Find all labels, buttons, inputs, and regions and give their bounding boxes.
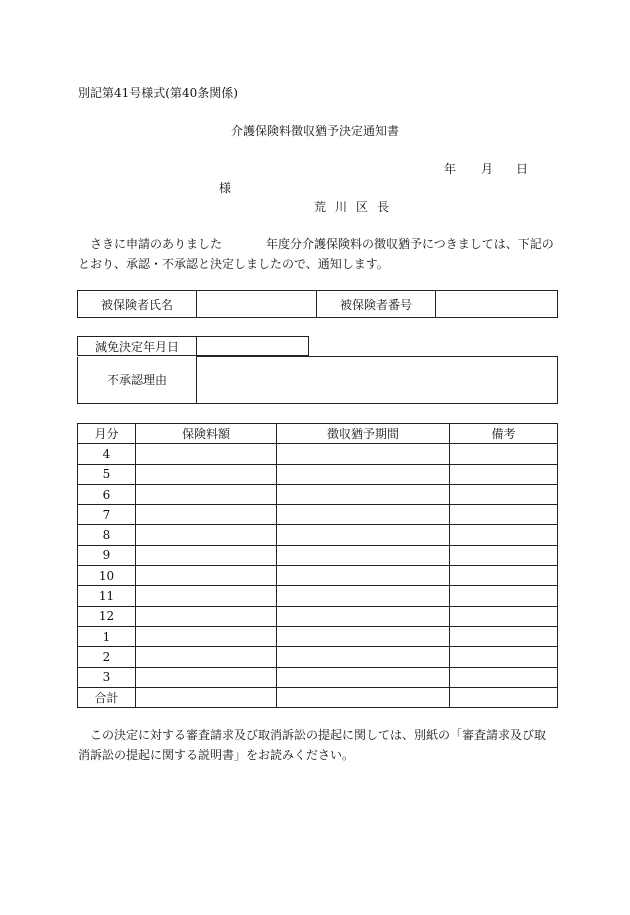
row-label-month-1: 1	[78, 626, 136, 646]
issuer-name: 荒川区長	[314, 200, 399, 214]
row-label-month-12: 12	[78, 606, 136, 626]
insured-info-table	[77, 290, 558, 318]
deferral-period-cell[interactable]	[277, 606, 450, 626]
row-label-month-10: 10	[78, 566, 136, 586]
remarks-cell[interactable]	[450, 545, 558, 565]
table-row	[78, 545, 558, 565]
table-row	[78, 505, 558, 525]
header-month: 月分	[78, 424, 136, 444]
row-label-month-5: 5	[78, 464, 136, 484]
deferral-period-cell[interactable]	[277, 484, 450, 504]
insured-number-value[interactable]	[436, 291, 558, 318]
insured-name-value[interactable]	[197, 291, 317, 318]
row-label-month-9: 9	[78, 545, 136, 565]
decision-date-value[interactable]	[197, 337, 309, 356]
table-row	[78, 566, 558, 586]
table-row	[78, 606, 558, 626]
table-row	[78, 444, 558, 464]
deferral-period-cell[interactable]	[277, 647, 450, 667]
remarks-cell[interactable]	[450, 525, 558, 545]
premium-amount-cell[interactable]	[136, 484, 277, 504]
form-number: 別記第41号様式(第40条関係)	[78, 86, 238, 100]
header-deferral-period: 徴収猶予期間	[277, 424, 450, 444]
deferral-period-cell[interactable]	[277, 586, 450, 606]
deferral-schedule-table	[77, 423, 558, 708]
row-label-month-2: 2	[78, 647, 136, 667]
table-row	[78, 687, 558, 707]
table-row	[78, 586, 558, 606]
date-year-label: 年	[444, 162, 457, 176]
remarks-cell[interactable]	[450, 566, 558, 586]
premium-amount-cell[interactable]	[136, 545, 277, 565]
row-label-total: 合計	[78, 687, 136, 707]
intro-part1: さきに申請のありました	[90, 237, 223, 251]
rejection-reason-value[interactable]	[197, 357, 558, 404]
document-title: 介護保険料徴収猶予決定通知書	[231, 124, 400, 138]
date-day-label: 日	[516, 162, 529, 176]
remarks-cell[interactable]	[450, 464, 558, 484]
date-month-label: 月	[481, 162, 494, 176]
row-label-month-11: 11	[78, 586, 136, 606]
premium-amount-cell[interactable]	[136, 647, 277, 667]
table-row	[78, 647, 558, 667]
addressee-suffix: 様	[219, 181, 232, 195]
appeal-notice-text: この決定に対する審査請求及び取消訴訟の提起に関しては、別紙の「審査請求及び取消訴訟の提起に関する説明書」をお読みください。	[78, 728, 547, 762]
deferral-period-cell[interactable]	[277, 505, 450, 525]
premium-amount-cell[interactable]	[136, 505, 277, 525]
insured-name-label: 被保険者氏名	[78, 291, 197, 318]
row-label-month-6: 6	[78, 484, 136, 504]
remarks-cell[interactable]	[450, 444, 558, 464]
remarks-cell[interactable]	[450, 606, 558, 626]
intro-part2: 年度分介護保険料の徴収猶予につきましては、下記のとおり、承認・不承認と決定しましたので、通知します。	[78, 237, 554, 271]
deferral-period-cell[interactable]	[277, 444, 450, 464]
insured-number-label: 被保険者番号	[317, 291, 436, 318]
remarks-cell[interactable]	[450, 484, 558, 504]
remarks-cell[interactable]	[450, 647, 558, 667]
decision-date-label: 減免決定年月日	[78, 337, 197, 356]
remarks-cell[interactable]	[450, 667, 558, 687]
premium-amount-cell[interactable]	[136, 586, 277, 606]
row-label-month-8: 8	[78, 525, 136, 545]
rejection-reason-table	[77, 356, 558, 404]
deferral-period-cell[interactable]	[277, 545, 450, 565]
intro-paragraph	[78, 234, 556, 274]
rejection-reason-label: 不承認理由	[78, 357, 197, 404]
table-row	[78, 626, 558, 646]
premium-amount-cell[interactable]	[136, 626, 277, 646]
deferral-period-cell[interactable]	[277, 566, 450, 586]
premium-amount-cell[interactable]	[136, 464, 277, 484]
remarks-cell[interactable]	[450, 687, 558, 707]
row-label-month-3: 3	[78, 667, 136, 687]
row-label-month-4: 4	[78, 444, 136, 464]
header-remarks: 備考	[450, 424, 558, 444]
table-row	[78, 667, 558, 687]
deferral-period-cell[interactable]	[277, 626, 450, 646]
deferral-period-cell[interactable]	[277, 667, 450, 687]
schedule-header-row	[78, 424, 558, 444]
premium-amount-cell[interactable]	[136, 687, 277, 707]
deferral-period-cell[interactable]	[277, 525, 450, 545]
table-row	[78, 525, 558, 545]
deferral-period-cell[interactable]	[277, 687, 450, 707]
remarks-cell[interactable]	[450, 505, 558, 525]
premium-amount-cell[interactable]	[136, 566, 277, 586]
schedule-body	[78, 444, 558, 708]
premium-amount-cell[interactable]	[136, 606, 277, 626]
decision-date-table	[77, 336, 309, 356]
table-row	[78, 464, 558, 484]
table-row	[78, 484, 558, 504]
premium-amount-cell[interactable]	[136, 444, 277, 464]
deferral-period-cell[interactable]	[277, 464, 450, 484]
header-premium-amount: 保険料額	[136, 424, 277, 444]
remarks-cell[interactable]	[450, 626, 558, 646]
premium-amount-cell[interactable]	[136, 525, 277, 545]
appeal-notice	[78, 725, 556, 765]
remarks-cell[interactable]	[450, 586, 558, 606]
premium-amount-cell[interactable]	[136, 667, 277, 687]
row-label-month-7: 7	[78, 505, 136, 525]
